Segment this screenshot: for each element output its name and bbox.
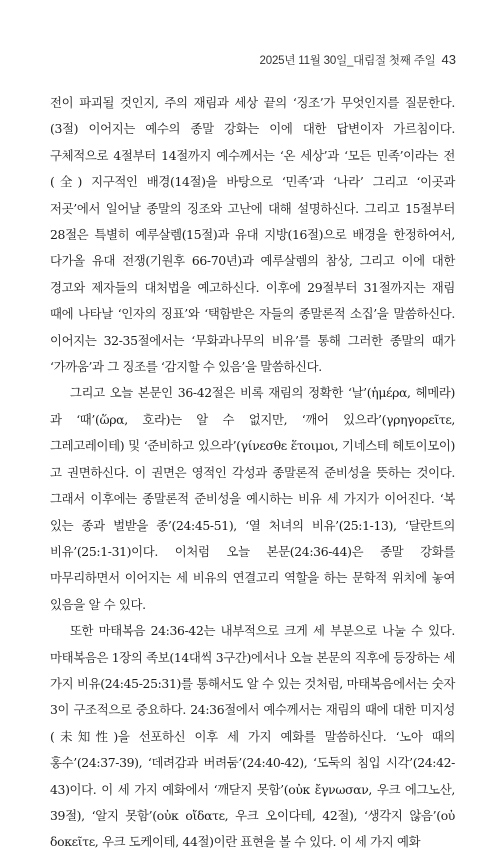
page-number: 43 bbox=[441, 52, 456, 67]
paragraph-3: 또한 마태복음 24:36-42는 내부적으로 크게 세 부분으로 나눌 수 있다. 마태복음은 1장의 족보(14대씩 3구간)에서나 오늘 본문의 직후에 등장하는 세 가지 비유(24:45-25:31)를 통해서도 알 수 있는 것처럼, 마태복음에서는 숫자 3이 구조적으로 중요하다. 24:36절에서 예수께서는 재림의 때에 대한 미지성(未知性)을 선포하신 이후 세 가지 예화를 말씀하신다. ‘노아 때의 홍수’(24:37-39), ‘데려감과 버려둠’(24:40-42), ‘도둑의 침입 시각’(24:42-43)이다. 이 세 가지 예화에서 ‘깨닫지 못함’(οὐκ ἔγνωσαν, 우크 에그노산, 39절), ‘알지 못함’(οὐκ οἴδατε, 우크 오이다테, 42절), ‘생각지 않음’(οὐ δοκεῖτε, 우크 도케이테, 44절)이란 표현을 볼 수 있다. 이 세 가지 예화 bbox=[50, 623, 455, 850]
running-header bbox=[260, 52, 456, 68]
paragraph-1: 전이 파괴될 것인지, 주의 재림과 세상 끝의 ‘징조’가 무엇인지를 질문한다.(3절) 이어지는 예수의 종말 강화는 이에 대한 답변이자 가르침이다. 구체적으로 4절부터 14절까지 예수께서는 ‘온 세상’과 ‘모든 민족’이라는 전(全) 지구적인 배경(14절)을 바탕으로 ‘민족’과 ‘나라’ 그리고 ‘이곳과 저곳’에서 일어날 종말의 징조와 고난에 대해 설명하신다. 그리고 15절부터 28절은 특별히 예루살렘(15절)과 유대 지방(16절)으로 배경을 한정하여서, 다가올 유대 전쟁(기원후 66-70년)과 예루살렘의 참상, 그리고 이에 대한 경고와 제자들의 대처법을 예고하신다. 이후에 29절부터 31절까지는 재림 때에 나타날 ‘인자의 징표’와 ‘택함받은 자들의 종말론적 소집’을 말씀하신다. 이어지는 32-35절에서는 ‘무화과나무의 비유’를 통해 그러한 종말의 때가 ‘가까움’과 그 징조를 ‘감지할 수 있음’을 말씀하신다. bbox=[50, 95, 455, 375]
body-text bbox=[50, 90, 455, 856]
paragraph-2: 그리고 오늘 본문인 36-42절은 비록 재림의 정확한 ‘날’(ἡμέρα, 헤메라)과 ‘때’(ὥρα, 호라)는 알 수 없지만, ‘깨어 있으라’(γρηγορεῖτε, 그레고레이테) 및 ‘준비하고 있으라’(γίνεσθε ἕτοιμοι, 기네스테 헤토이모이)고 권면하신다. 이 권면은 영적인 각성과 종말론적 준비성을 뜻하는 것이다. 그래서 이후에는 종말론적 준비성을 예시하는 비유 세 가지가 이어진다. ‘복 있는 종과 벌받을 종’(24:45-51), ‘열 처녀의 비유’(25:1-13), ‘달란트의 비유’(25:1-31)이다. 이처럼 오늘 본문(24:36-44)은 종말 강화를 마무리하면서 이어지는 세 비유의 연결고리 역할을 하는 문학적 위치에 놓여 있음을 알 수 있다. bbox=[50, 385, 455, 612]
running-title: 2025년 11월 30일_대림절 첫째 주일 bbox=[259, 55, 436, 67]
